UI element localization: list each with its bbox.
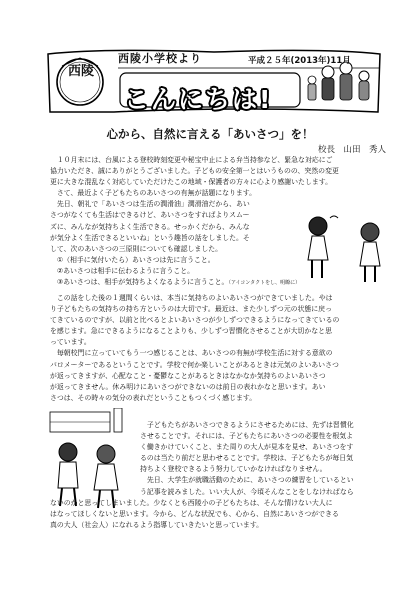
body-line: 子どもたちがあいさつできるようにさせるためには、先ずは習慣化 [140, 421, 354, 429]
body-line: バロメーターであるということです。学校で何か楽しいことがあるときは元気のよいあいさつ [50, 360, 339, 369]
body-line: さて、最近よく子どもたちのあいさつの有無が話題になります。 [50, 189, 257, 198]
body-line: るのは当たり前だと思わせることです。学校は、子どもたちが毎日気 [140, 454, 354, 463]
article-paragraph-conclusion [50, 420, 382, 531]
body-line: １０月末には、台風による登校時刻変更や秘宝中止による弁当持参など、緊急な対応にご [50, 156, 333, 164]
issue-date: 平成２５年(2013年)11月 [248, 56, 351, 66]
body-line: して、次のあいさつの三原則についても確認しました。 [50, 244, 222, 253]
body-line: 持ちよく登校できるよう努力していかなければなりません。 [140, 465, 327, 474]
body-line: が返ってきません。休み明けにあいさつができないのは前日の表れかなと思います。あい [50, 382, 326, 391]
body-line: を感じます。急にできるようになることよりも、少しずつ習慣化させることが大切かなと思 [50, 327, 332, 336]
body-line: ズに、みんなが気持ちよく生活できる。せっかくだから、みんな [50, 222, 250, 231]
body-line: く働きかけていくこと、また周りの大人が見本を見せ、あいさつをす [140, 443, 354, 452]
body-line: っています。 [50, 338, 91, 347]
body-line: てきているのですが、以前と比べるとよいあいさつが少しずつできるようになってきているの [50, 316, 340, 325]
body-line: ①（相手に気付いたら）あいさつは先に言うこと。 [50, 255, 215, 264]
body-line: 先日、大学生が就職活動のために、あいさつの練習をしているとい [140, 476, 354, 485]
body-line: う記事を読みました。いい大人が、今頃そんなことをしなければなら [140, 487, 354, 496]
body-line: 先日、朝礼で「あいさつは生活の潤滑油」潤滑油だから、あい [50, 200, 250, 209]
body-line: させることです。それには、子どもたちにあいさつの必要性を根気よ [140, 432, 354, 441]
body-line: ②あいさつは相手に伝わるように言うこと。 [50, 266, 194, 275]
body-line: 更に大きな混乱なく対応していただけたこの地域・保護者の方々に心より感謝いたします。 [50, 178, 332, 187]
bowing-children-illustration-icon [300, 212, 392, 288]
body-line: この話をした後の１週間くらいは、本当に気持ちのよいあいさつができていました。やは [50, 294, 333, 302]
body-line: が返ってきますが、心配なこと・憂鬱なことがあるときはなかなか気持ちのよいあいさつ [50, 371, 326, 380]
article-heading: 心から、自然に言える「あいさつ」を！ [106, 127, 314, 141]
article-author: 校長 山田 秀人 [317, 145, 386, 155]
body-line: 毎朝校門に立っていてもう一つ感じることは、あいさつの有無が学校生活に対する意欲の [50, 349, 333, 358]
body-line: さつがなくても生活はできるけど、あいさつをすればよりスムー [50, 211, 250, 220]
body-line: はなってほしくないと思います。今から、どんな状況でも、心から、自然にあいさつができる [50, 509, 339, 518]
body-line: が気分よく生活できるといいね」という趣旨の話をしました。そ [50, 233, 250, 242]
article-paragraph-habit [50, 293, 382, 404]
school-name: 西陵小学校より [118, 52, 202, 65]
body-line: 協力いただき、誠にありがとうございました。子どもの安全第一とはいうものの、突然の変更 [50, 167, 339, 176]
body-line-text: ③あいさつは、相手が気持ちよくなるように言うこと。 [50, 278, 229, 287]
body-line: り子どもたちの気持ちの持ち方というのは大切です。最近は、また少しずつ元の状態に戻っ [50, 305, 332, 314]
school-emblem: 西陵 [67, 64, 94, 79]
body-line: さつは、その時々の気分の表れだということもつくづく感じます。 [50, 393, 257, 402]
newsletter-title: こんにちは! [124, 85, 273, 114]
eye-contact-note: （アイコンタクトをし、明瞭に） [228, 280, 301, 287]
body-line: 真の大人（社会人）になれるよう指導していきたいと思っています。 [50, 520, 264, 529]
body-line: ないのかと思ってしまいました。少なくとも西陵小の子どもたちは、そんな情けない大人に [50, 498, 333, 507]
